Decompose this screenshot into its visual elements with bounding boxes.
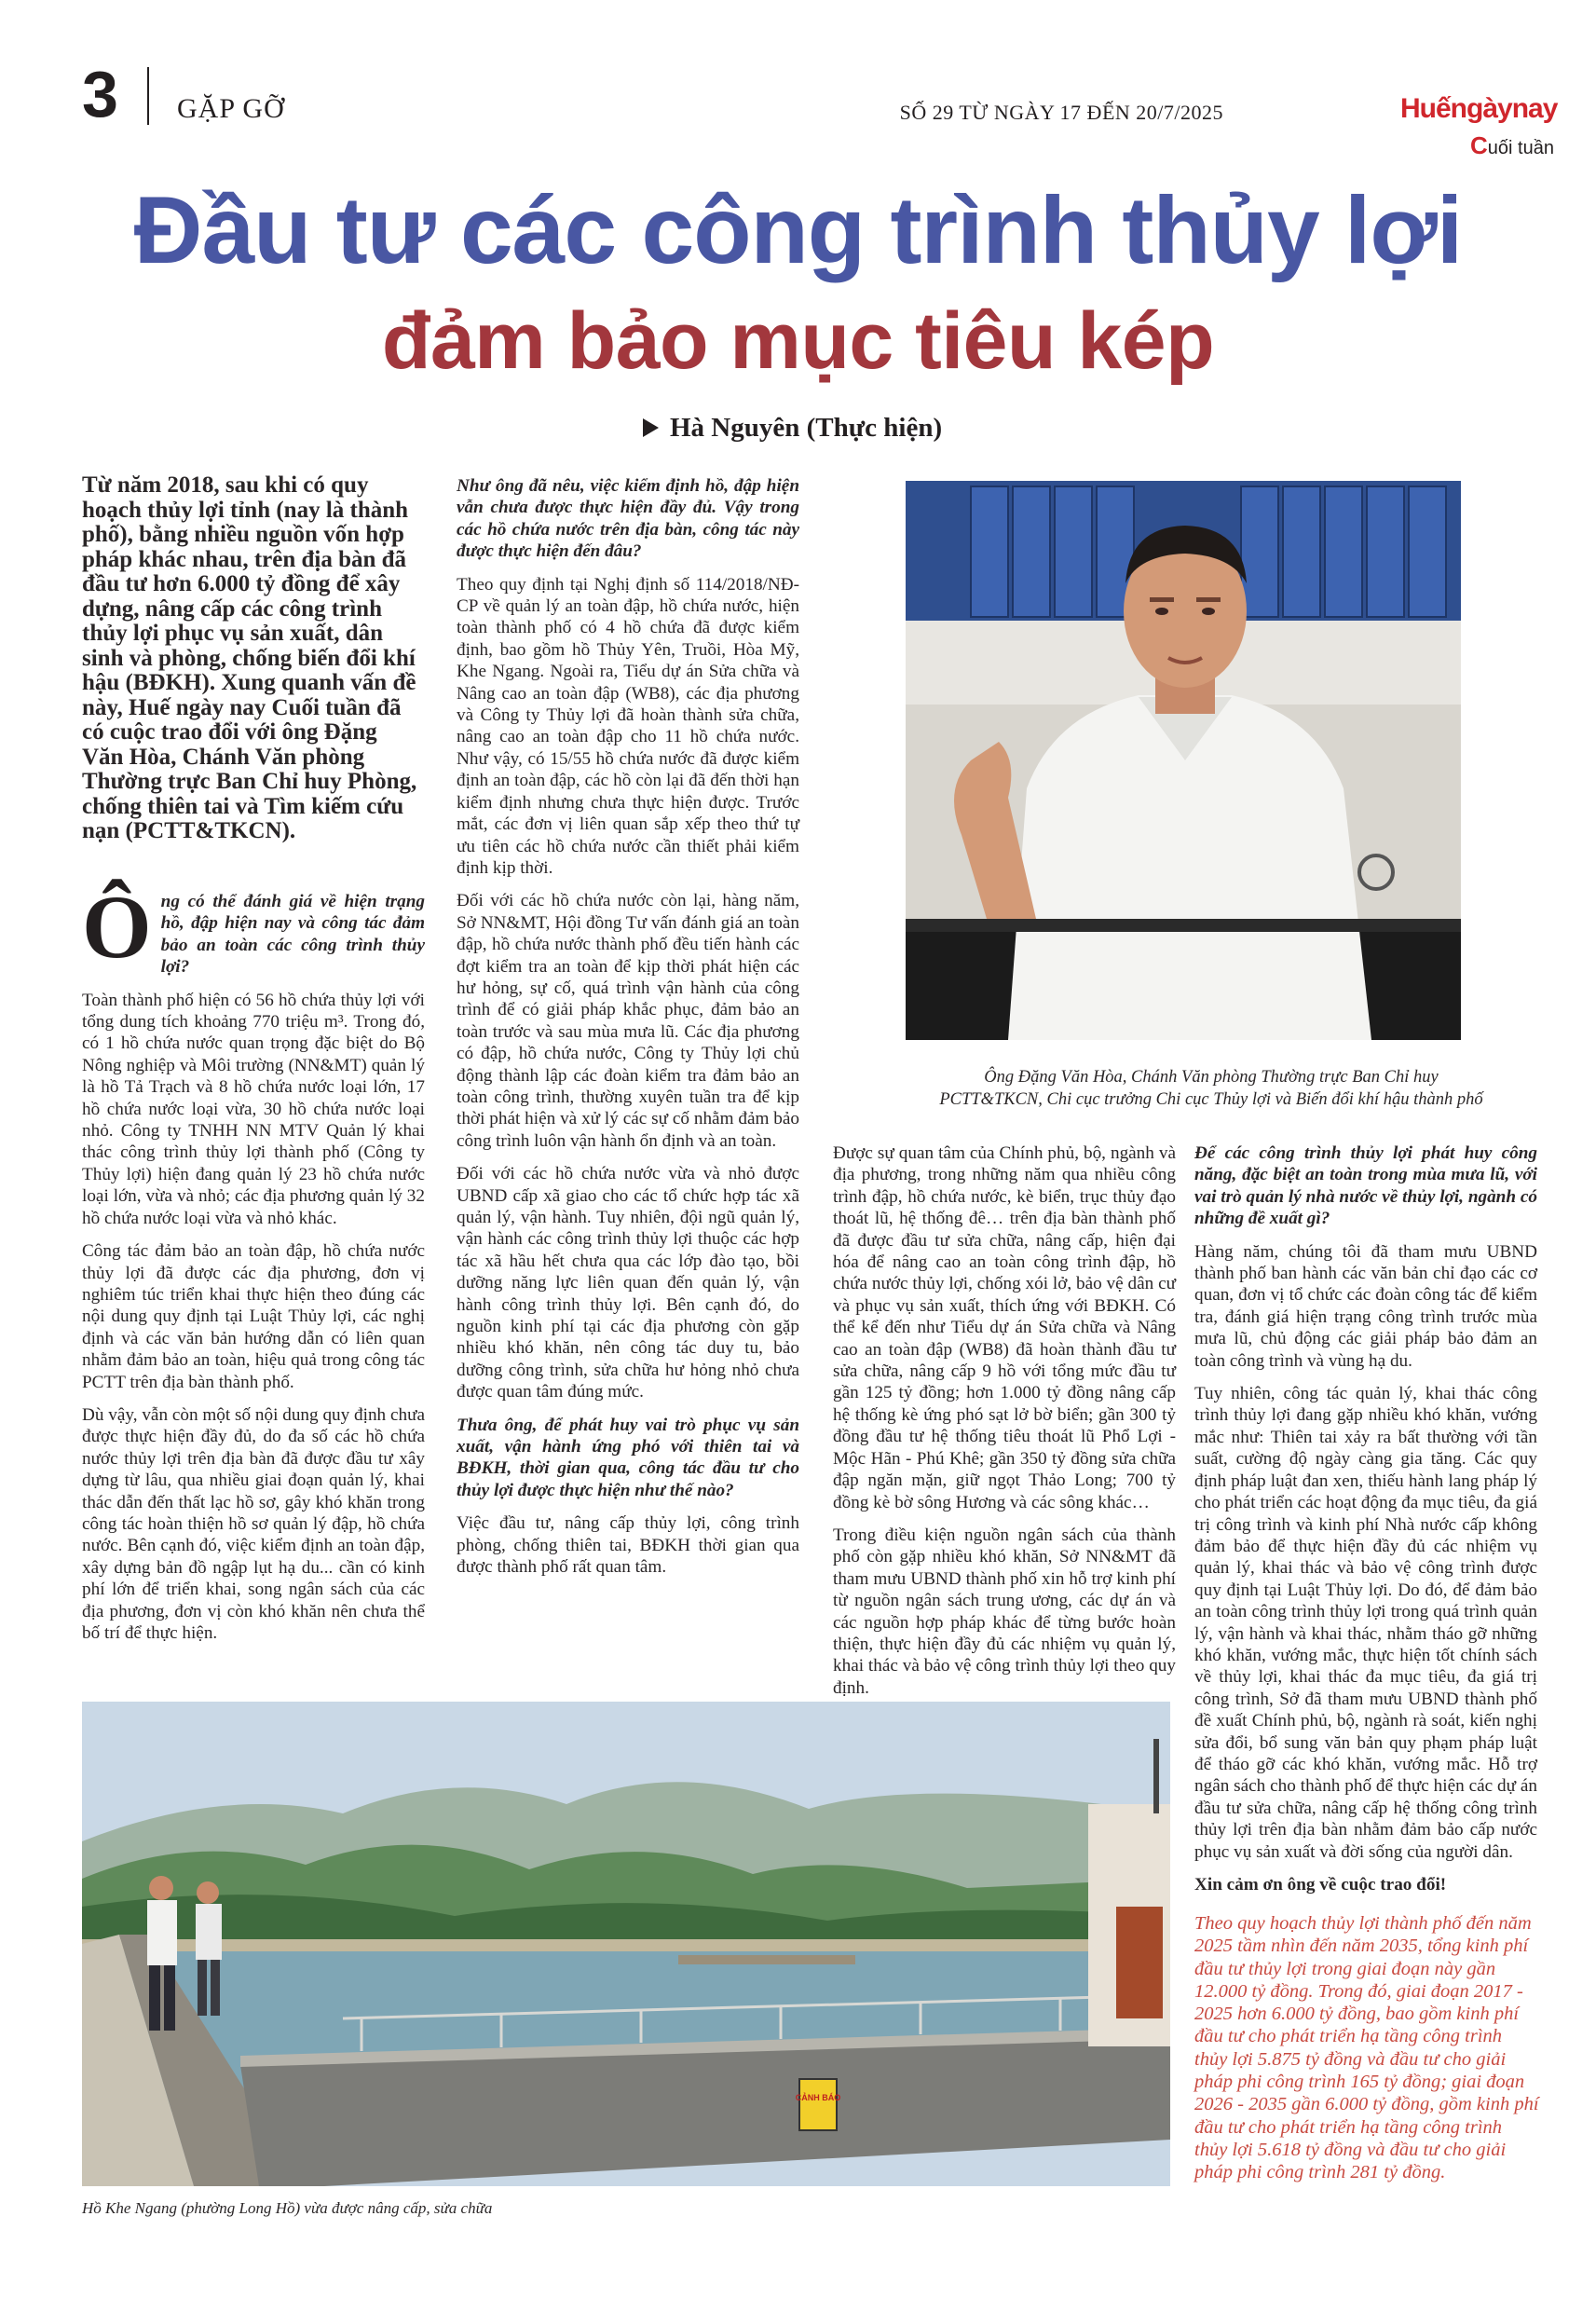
question-2: Như ông đã nêu, việc kiểm định hồ, đập hiện vẫn chưa được thực hiện đầy đủ. Vậy trong các hồ chứa nước trên địa bàn, công tác này được thực hiện đến đâu? [457, 476, 799, 562]
question-3: Thưa ông, để phát huy vai trò phục vụ sản xuất, vận hành ứng phó với thiên tai và BĐKH, thời gian qua, công tác đầu tư cho thủy lợi được thực hiện như thế nào? [457, 1415, 799, 1500]
sidebar-note: Theo quy hoạch thủy lợi thành phố đến năm 2025 tầm nhìn đến năm 2035, tổng kinh phí đầu tư thủy lợi trong giai đoạn này gần 12.000 tỷ đồng. Trong đó, giai đoạn 2017 - 2025 hơn 6.000 tỷ đồng, bao gồm kinh phí đầu tư cho phát triển hạ tầng công trình thủy lợi 5.875 tỷ đồng và đầu tư cho giải pháp phi công trình 165 tỷ đồng; giai đoạn 2026 - 2035 gần 6.000 tỷ đồng, gồm kinh phí đầu tư cho phát triển hạ tầng công trình thủy lợi 5.618 tỷ đồng và đầu tư cho giải pháp phi công trình 281 tỷ đồng. [1194, 1913, 1539, 2183]
brand-subtitle [1470, 131, 1554, 160]
section-label: GẶP GỠ [177, 93, 285, 124]
answer-4-paragraph: Tuy nhiên, công tác quản lý, khai thác công trình thủy lợi đang gặp nhiều khó khăn, vướng mắc như: Thiên tai xảy ra bất thường với tần suất, cường độ ngày càng gia tăng. Các quy định pháp luật đan xen, thiếu hành lang pháp lý cho phát triển các hoạt động đa mục tiêu, đa giá trị công trình và kinh phí Nhà nước cấp không đảm bảo để thực hiện đầy đủ các nhiệm vụ quản lý, khai thác và bảo vệ công trình được quy định tại Luật Thủy lợi. Do đó, để đảm bảo an toàn công trình thủy lợi trong quá trình quản lý, vận hành và khai thác, nhằm tháo gỡ những khó khăn, vướng mắc, thực hiện tốt chính sách về thủy lợi, khai thác đa mục tiêu, đa giá trị công trình, Sở đã tham mưu UBND thành phố đề xuất Chính phủ, bộ, ngành rà soát, kiến nghị sửa đổi, bổ sung văn bản quy phạm pháp luật để tháo gỡ các khó khăn, vướng mắc. Hỗ trợ ngân sách cho thành phố để thực hiện các dự án đầu tư sửa chữa, nâng cấp hệ thống công trình thủy lợi trên địa bàn nhằm đảm bảo cấp nước phục vụ sản xuất và đời sống của người dân. [1194, 1384, 1537, 1862]
byline-text: Hà Nguyên (Thực hiện) [670, 413, 943, 443]
headline: Đầu tư các công trình thủy lợi [133, 177, 1463, 283]
lake-illustration [82, 1702, 1170, 2186]
answer-2-paragraph: Theo quy định tại Nghị định số 114/2018/NĐ-CP về quản lý an toàn đập, hồ chứa nước, hiện toàn thành phố có 4 hồ chứa đã được kiểm định, bao gồm hồ Thủy Yên, Truồi, Hòa Mỹ, Khe Ngang. Ngoài ra, Tiểu dự án Sửa chữa và Nâng cao an toàn đập (WB8), các địa phương và Công ty Thủy lợi đã hoàn thành sửa chữa, nâng cao an toàn đập cho 11 hồ chứa nước. Như vậy, có 15/55 hồ chứa nước đã được kiểm định an toàn đập, các hồ còn lại đã đến thời hạn kiểm định nhưng chưa thực hiện được. Trước mắt, các đơn vị liên quan sắp xếp theo thứ tự ưu tiên các hồ chứa nước cần thiết phải kiểm định kịp thời. [457, 574, 799, 878]
brand-logo: Huếngàynay [1400, 93, 1558, 124]
answer-3-paragraph: Được sự quan tâm của Chính phủ, bộ, ngành và địa phương, trong những năm qua nhiều công trình đập, hồ chứa nước, kè biển, trục thủy đạo thoát lũ, hệ thống đê… trên địa bàn thành phố đã được đầu tư sửa chữa, nâng cấp, hiện đại hóa để nâng cao an toàn công trình đập, hồ chứa nước thủy lợi, chống xói lở, bảo vệ dân cư và phục vụ sản xuất, thích ứng với BĐKH. Có thể kể đến như Tiểu dự án Sửa chữa và Nâng cao an toàn đập (WB8) đã hoàn thành đầu tư sửa chữa, nâng cấp 9 hồ với tổng mức đầu tư gần 125 tỷ đồng; hơn 1.000 tỷ đồng nâng cấp hệ thống kè ứng phó sạt lở bờ biển; gần 300 tỷ đồng đầu tư hệ thống tiêu thoát lũ Phổ Lợi - Mộc Hãn - Phú Khê; gần 350 tỷ đồng sửa chữa đập ngăn mặn, giữ ngọt Thảo Long; 700 tỷ đồng kè bờ sông Hương và các sông khác… [833, 1143, 1176, 1512]
brand-subtitle-initial: C [1470, 131, 1488, 159]
column-4 [1194, 1142, 1537, 1907]
closing-line: Xin cảm ơn ông về cuộc trao đổi! [1194, 1875, 1447, 1895]
answer-1-paragraph: Dù vậy, vẫn còn một số nội dung quy định chưa được thực hiện đầy đủ, do đa số các hồ chứa nước thủy lợi trên địa bàn đã được đầu tư xây dựng từ lâu, qua nhiều giai đoạn quản lý, khai thác dẫn đến thất lạc hồ sơ, gây khó khăn trong công tác hoàn thiện hồ sơ quản lý đập, hồ chứa nước. Bên cạnh đó, việc kiểm định an toàn đập, xây dựng bản đồ ngập lụt hạ du... cần có kinh phí lớn để triển khai, song ngân sách của các địa phương, đơn vị còn khó khăn nên chưa thể bố trí để thực hiện. [82, 1404, 425, 1643]
lake-photo [82, 1702, 1170, 2186]
answer-3-paragraph: Việc đầu tư, nâng cấp thủy lợi, công trình phòng, chống thiên tai, BĐKH thời gian qua được thành phố rất quan tâm. [457, 1513, 799, 1578]
column-2 [457, 475, 799, 1590]
answer-4-paragraph: Hàng năm, chúng tôi đã tham mưu UBND thành phố ban hành các văn bản chỉ đạo các cơ quan, đơn vị tổ chức các đoàn công tác để kiểm tra, đánh giá hiện trạng công trình trước mùa mưa lũ, chủ động các giải pháp bảo đảm an toàn công trình và vùng hạ du. [1194, 1241, 1537, 1371]
issue-info: SỐ 29 TỪ NGÀY 17 ĐẾN 20/7/2025 [899, 101, 1223, 124]
question-4: Để các công trình thủy lợi phát huy công năng, đặc biệt an toàn trong mùa mưa lũ, với vai trò quản lý nhà nước về thủy lợi, ngành có những đề xuất gì? [1194, 1143, 1537, 1229]
answer-2-paragraph: Đối với các hồ chứa nước vừa và nhỏ được UBND cấp xã giao cho các tổ chức hợp tác xã quản lý, vận hành. Tuy nhiên, đội ngũ quản lý, vận hành các công trình thủy lợi thuộc các hợp tác xã hầu hết chưa qua các lớp đào tạo, bồi dưỡng năng lực liên quan đến quản lý, vận hành công trình thủy lợi. Bên cạnh đó, do nguồn kinh phí tại các địa phương còn gặp nhiều khó khăn, nên công tác duy tu, bảo dưỡng công trình, sửa chữa hư hỏng nhỏ chưa được quan tâm đúng mức. [457, 1164, 799, 1402]
lake-caption: Hồ Khe Ngang (phường Long Hồ) vừa được nâng cấp, sửa chữa [82, 2199, 493, 2217]
answer-1-paragraph: Công tác đảm bảo an toàn đập, hồ chứa nước thủy lợi đã được các địa phương, đơn vị nghiêm túc triển khai thực hiện theo đúng các nội dung quy định tại Luật Thủy lợi, các nghị định và các văn bản hướng dẫn có liên quan nhằm đảm bảo an toàn, hiệu quả trong công tác PCTT trên địa bàn thành phố. [82, 1241, 425, 1392]
byline [643, 413, 942, 444]
subheadline: đảm bảo mục tiêu kép [381, 296, 1215, 386]
page-number: 3 [82, 58, 118, 130]
portrait-illustration [906, 481, 1461, 1040]
answer-1-paragraph: Toàn thành phố hiện có 56 hồ chứa thủy lợi với tổng dung tích khoảng 770 triệu m³. Trong đó, có 1 hồ chứa nước quan trọng đặc biệt do Bộ Nông nghiệp và Môi trường (NN&MT) quản lý là hồ Tả Trạch và 8 hồ chứa nước loại lớn, 17 hồ chứa nước loại vừa, 30 hồ chứa nước loại nhỏ. Công ty TNHH NN MTV Quản lý khai thác công trình thủy lợi thành phố (Công ty Thủy lợi) hiện đang quản lý 23 hồ chứa nước loại lớn, vừa và nhỏ; các địa phương quản lý 32 hồ chứa nước loại vừa và nhỏ khác. [82, 990, 425, 1228]
lead-paragraph: Từ năm 2018, sau khi có quy hoạch thủy lợi tỉnh (nay là thành phố), bằng nhiều nguồn vốn hợp pháp khác nhau, trên địa bàn đã đầu tư hơn 6.000 tỷ đồng để xây dựng, nâng cấp các công trình thủy lợi phục vụ sản xuất, dân sinh và phòng, chống biến đổi khí hậu (BĐKH). Xung quanh vấn đề này, Huế ngày nay Cuối tuần đã có cuộc trao đổi với ông Đặng Văn Hòa, Chánh Văn phòng Thường trực Ban Chỉ huy Phòng, chống thiên tai và Tìm kiếm cứu nạn (PCTT&TKCN). [82, 472, 417, 843]
portrait-caption: Ông Đặng Văn Hòa, Chánh Văn phòng Thường trực Ban Chỉ huy PCTT&TKCN, Chi cục trưởng Chi cục Thủy lợi và Biến đổi khí hậu thành phố [939, 1068, 1483, 1109]
answer-2-paragraph: Đối với các hồ chứa nước còn lại, hàng năm, Sở NN&MT, Hội đồng Tư vấn đánh giá an toàn đập, hồ chứa nước thành phố đều tiến hành các đợt kiểm tra an toàn để kịp thời phát hiện các hư hỏng, sự cố, quá trình vận hành của công trình để có giải pháp khắc phục, đảm bảo an toàn trước và sau mùa mưa lũ. Các địa phương có đập, hồ chứa nước, Công ty Thủy lợi chủ động thành lập các đoàn kiểm tra đảm bảo an toàn công trình, thường xuyên tuần tra để kịp thời phát hiện và xử lý các sự cố nhằm đảm bảo công trình luôn vận hành ổn định và an toàn. [457, 891, 799, 1151]
question-1-text: ng có thể đánh giá về hiện trạng hồ, đập hiện nay và công tác đảm bảo an toàn các công trình thủy lợi? [160, 892, 425, 978]
column-3 [833, 1142, 1176, 1710]
header-divider [147, 67, 149, 125]
portrait-photo [906, 481, 1461, 1040]
warning-sign-text: CẢNH BÁO [795, 2093, 841, 2102]
question-1 [82, 877, 425, 978]
play-triangle-icon [643, 418, 659, 437]
drop-cap: Ô [82, 877, 152, 977]
brand-subtitle-text: uối tuần [1487, 138, 1554, 158]
answer-3-paragraph: Trong điều kiện nguồn ngân sách của thành phố còn gặp nhiều khó khăn, Sở NN&MT đã tham mưu UBND thành phố xin hỗ trợ kinh phí từ nguồn ngân sách trung ương, các dự án và các nguồn hợp pháp khác để từng bước hoàn thiện, thực hiện đầy đủ các nhiệm vụ quản lý, khai thác và bảo vệ công trình thủy lợi theo quy định. [833, 1525, 1176, 1698]
column-1 [82, 877, 425, 1655]
